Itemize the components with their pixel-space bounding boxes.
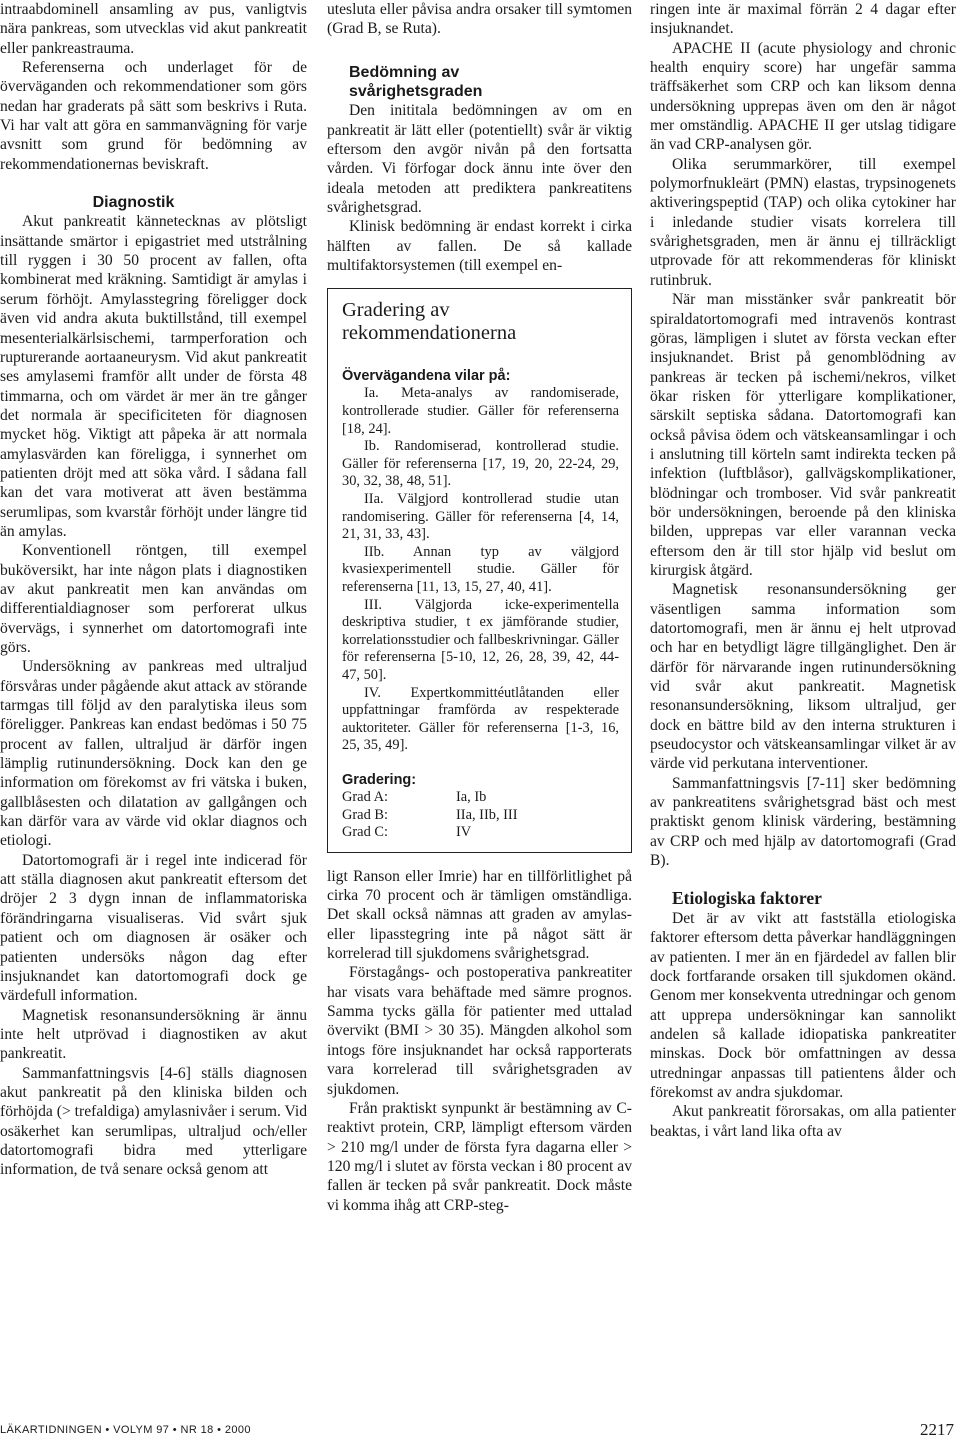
paragraph: Olika serummarkörer, till exempel polymorfnukleärt (PMN) elastas, trypsinogenets aktiveringspeptid (TAP) och olika cytokiner har i inledande studier visats korrelera till svårighetsgraden, men är ännu ej tillräckligt utprovade för att rekommenderas för kliniskt rutinbruk. xyxy=(650,155,956,289)
paragraph: Magnetisk resonansundersökning ger väsentligen samma information som datortomografi, men är ännu ej helt utprovad och har en betydligt lägre tillgänglighet. Den är därför för närvarande ingen rutinundersökning vid svår akut pankreatit. Magnetisk resonansundersökning, liksom ultraljud, ger dock en bättre bild av den interna strukturen i pseudocystor och vätskeansamlingar vilket är av värde vid perkutana interventioner. xyxy=(650,581,956,773)
page-footer xyxy=(0,1420,960,1442)
paragraph: utesluta eller påvisa andra orsaker till symtomen (Grad B, se Ruta). xyxy=(327,1,632,38)
paragraph: ringen inte är maximal förrän 2 4 dagar efter insjuknandet. xyxy=(650,1,956,38)
journal-citation: LÄKARTIDNINGEN • VOLYM 97 • NR 18 • 2000 xyxy=(0,1424,251,1436)
section-heading-bedomning: Bedömning av svårighetsgraden xyxy=(349,63,483,101)
grading-list xyxy=(342,771,619,842)
paragraph: Sammanfattningsvis [7-11] sker bedömning av pankreatitens svårighetsgrad bäst och mest praktiskt genom klinisk värdering, bestämning av CRP och med hjälp av datortomografi (Grad B). xyxy=(650,774,956,870)
paragraph: Konventionell röntgen, till exempel buköversikt, har inte någon plats i diagnostiken av akut pankreatit men kan användas om differentialdiagnoser som perforerat ulkus övervägs, i synnerhet om datortomografi inte görs. xyxy=(0,542,307,656)
grade-label: Grad C: xyxy=(342,824,388,841)
page-number: 2217 xyxy=(920,1420,954,1439)
box-title: Gradering av rekommendationerna xyxy=(342,299,517,345)
grading-heading: Gradering: xyxy=(342,771,417,788)
grade-value: IV xyxy=(456,824,472,841)
grade-label: Grad B: xyxy=(342,806,388,823)
paragraph: Klinisk bedömning är endast korrekt i cirka hälften av fallen. De så kallade multifaktorsystemen (till exempel en- xyxy=(327,218,632,275)
paragraph: Undersökning av pankreas med ultraljud försvåras under pågående akut attack av störande tarmgas till följd av den paralytiska ileus som föreligger. Pankreas kan endast bedömas i 50 75 procent av fallen, ultraljud är därför ingen lämplig rutinundersökning. Dock kan den ge information om förekomst av fri vätska i buken, gallblåsesten och dilatation av gallgången och kan därför vara av värde vid oklar diagnos och etiologi. xyxy=(0,658,307,850)
evidence-item: Ia. Meta-analys av randomiserade, kontrollerade studier. Gäller för referenserna [18, 24]. xyxy=(342,385,619,437)
paragraph: Datortomografi är i regel inte indicerad för att ställa diagnosen akut pankreatit eftersom det dröjer 2 3 dygn innan de inflammatoriska förändringarna visualiseras. Vid svårt sjuk patient och om diagnosen är osäker och patienten undersöks någon dag efter insjuknandet kan datortomografi dock ge värdefull information. xyxy=(0,851,307,1005)
paragraph: Referenserna och underlaget för de överväganden och rekommendationer som görs nedan har graderats på sätt som beskrivs i Ruta. Vi har valt att göra en sammanvägning för varje avsnitt som grund för bedömning av rekommendationernas beviskraft. xyxy=(0,59,307,173)
paragraph: Akut pankreatit förorsakas, om alla patienter beaktas, i vårt land lika ofta av xyxy=(650,1103,956,1140)
grade-row xyxy=(342,807,619,825)
box-heading: Övervägandena vilar på: xyxy=(342,368,511,385)
section-heading-diagnostik: Diagnostik xyxy=(92,194,175,212)
paragraph: Det är av vikt att fastställa etiologiska faktorer eftersom detta påverkar handläggningen av patienten. I mer än en fjärdedel av fallen blir dock fortfarande orsaken till sjukdomen okänd. Genom mer konsekventa utredningar och genom att upprepa undersökningar kan sannolikt andelen så kallade idiopatiska pankreatiter minskas. Dock bör omfattningen av dessa utredningar anpassas till patientens ålder och förekomst av andra sjukdomar. xyxy=(650,909,956,1101)
paragraph: ligt Ranson eller Imrie) har en tillförlitlighet på cirka 70 procent och är tämligen omständliga. Det skall också nämnas att graden av amylas- eller lipasstegring inte på något sätt är korrelerad till sjukdomens svårighetsgrad. xyxy=(327,867,632,963)
grade-label: Grad A: xyxy=(342,788,388,805)
text-column-1 xyxy=(0,0,307,1180)
gradering-box xyxy=(327,288,632,852)
paragraph: Sammanfattningsvis [4-6] ställs diagnosen akut pankreatit på den kliniska bilden och förhöjda (> trefaldiga) amylasnivåer i serum. Vid osäkerhet kan serumlipas, ultraljud och/eller datortomografi bidra med ytterligare information, de två senare också genom att xyxy=(0,1064,307,1179)
evidence-item: IV. Expertkommittéutlåtanden eller uppfattningar framförda av respekterade auktoriteter. Gäller för referenserna [1-3, 16, 25, 35, 49]. xyxy=(342,684,619,754)
paragraph: Förstagångs- och postoperativa pankreatiter har visats vara behäftade med sämre prognos. Samma tycks gälla för patienter med uttalad övervikt (BMI > 30 35). Mängden alkohol som intogs före insjuknandet har också rapporterats vara korrelerad till svårighetsgraden av sjukdomen. xyxy=(327,964,632,1098)
grade-value: IIa, IIb, III xyxy=(456,806,518,823)
paragraph: Akut pankreatit kännetecknas av plötsligt insättande smärtor i epigastriet med utstrålning till ryggen i 30 50 procent av fallen, ofta kombinerat med kräkning. Samtidigt är amylas i serum förhöjt. Amylasstegring föreligger dock även vid andra akuta buktillstånd, till exempel mesenterialkärlsischemi, tarmperforation och rupturerande aortaaneurysm. Vid akut pankreatit ses amylasemi framför allt under de första 48 timmarna, och om värdet är mer än tre gånger det normala är specificiteten för diagnosen mycket hög. Viktigt att påpeka är att normala amylasvärden kan föreligga, i synnerhet om patienten dröjt med att söka vård. I sådana fall kan det vara motiverat att även bestämma serumlipas, som kvarstår förhöjt under längre tid än amylas. xyxy=(0,213,307,540)
evidence-item: III. Välgjorda icke-experimentella deskriptiva studier, t ex jämförande studier, korrelationsstudier och fallbeskrivningar. Gäller för referenserna [5-10, 12, 26, 28, 39, 42, 44-47, 50]. xyxy=(342,596,619,683)
paragraph: Magnetisk resonansundersökning är ännu inte helt utprövad i diagnostiken av akut pankreatit. xyxy=(0,1006,307,1063)
paragraph: Den inititala bedömningen av om en pankreatit är lätt eller (potentiellt) svår är viktig eftersom den avgör nivån på den fortsatta vården. Vi förfogar dock ännu inte över den ideala metoden att prediktera pankreatitens svårighetsgrad. xyxy=(327,102,632,217)
paragraph: intraabdominell ansamling av pus, vanligtvis nära pankreas, som utvecklas vid akut pankreatit eller pankreastrauma. xyxy=(0,1,307,57)
text-column-3 xyxy=(650,0,956,1141)
text-column-2 xyxy=(327,0,632,1215)
section-heading-etiologi: Etiologiska faktorer xyxy=(672,888,822,909)
paragraph: När man misstänker svår pankreatit bör spiraldatortomografi med intravenös kontrast göras, lämpligen i slutet av första veckan efter insjuknandet. Brist på genomblödning av pankreas är tecken på ischemi/nekros, vilket ökar risken för ytterligare komplikationer, särskilt septiska sådana. Datortomografi kan också påvisa ödem och vätskeansamlingar i och i anslutning till körteln samt indirekta tecken på infektion (luftblåsor), gallvägskomplikationer, blödningar och tromboser. Vid svår pankreatit bör undersökningen, beroende på den kliniska bilden, upprepas var eller varannan vecka eftersom den är till stor hjälp vid beslut om kirurgisk åtgärd. xyxy=(650,291,956,579)
grade-row xyxy=(342,824,619,842)
evidence-item: IIb. Annan typ av välgjord kvasiexperimentell studie. Gäller för referenserna [11, 13, 15, 27, 40, 41]. xyxy=(342,543,619,595)
evidence-item: IIa. Välgjord kontrollerad studie utan randomisering. Gäller för referenserna [4, 14, 21, 31, 33, 43]. xyxy=(342,491,619,543)
evidence-item: Ib. Randomiserad, kontrollerad studie. Gäller för referenserna [17, 19, 20, 22-24, 29, 30, 32, 38, 48, 51]. xyxy=(342,438,619,490)
grade-row xyxy=(342,789,619,807)
grade-value: Ia, Ib xyxy=(456,788,487,805)
paragraph: Från praktiskt synpunkt är bestämning av C-reaktivt protein, CRP, lämpligt eftersom värden > 210 mg/l under de första fyra dagarna eller > 120 mg/l i slutet av första veckan i 80 procent av fallen är tecken på svår pankreatit. Dock måste vi komma ihåg att CRP-steg- xyxy=(327,1099,632,1214)
paragraph: APACHE II (acute physiology and chronic health enquiry score) har ungefär samma träffsäkerhet som CRP och kan liksom denna undersökning upprepas även om den är något mer omständlig. APACHE II ger utslag tidigare än vad CRP-analysen gör. xyxy=(650,39,956,154)
